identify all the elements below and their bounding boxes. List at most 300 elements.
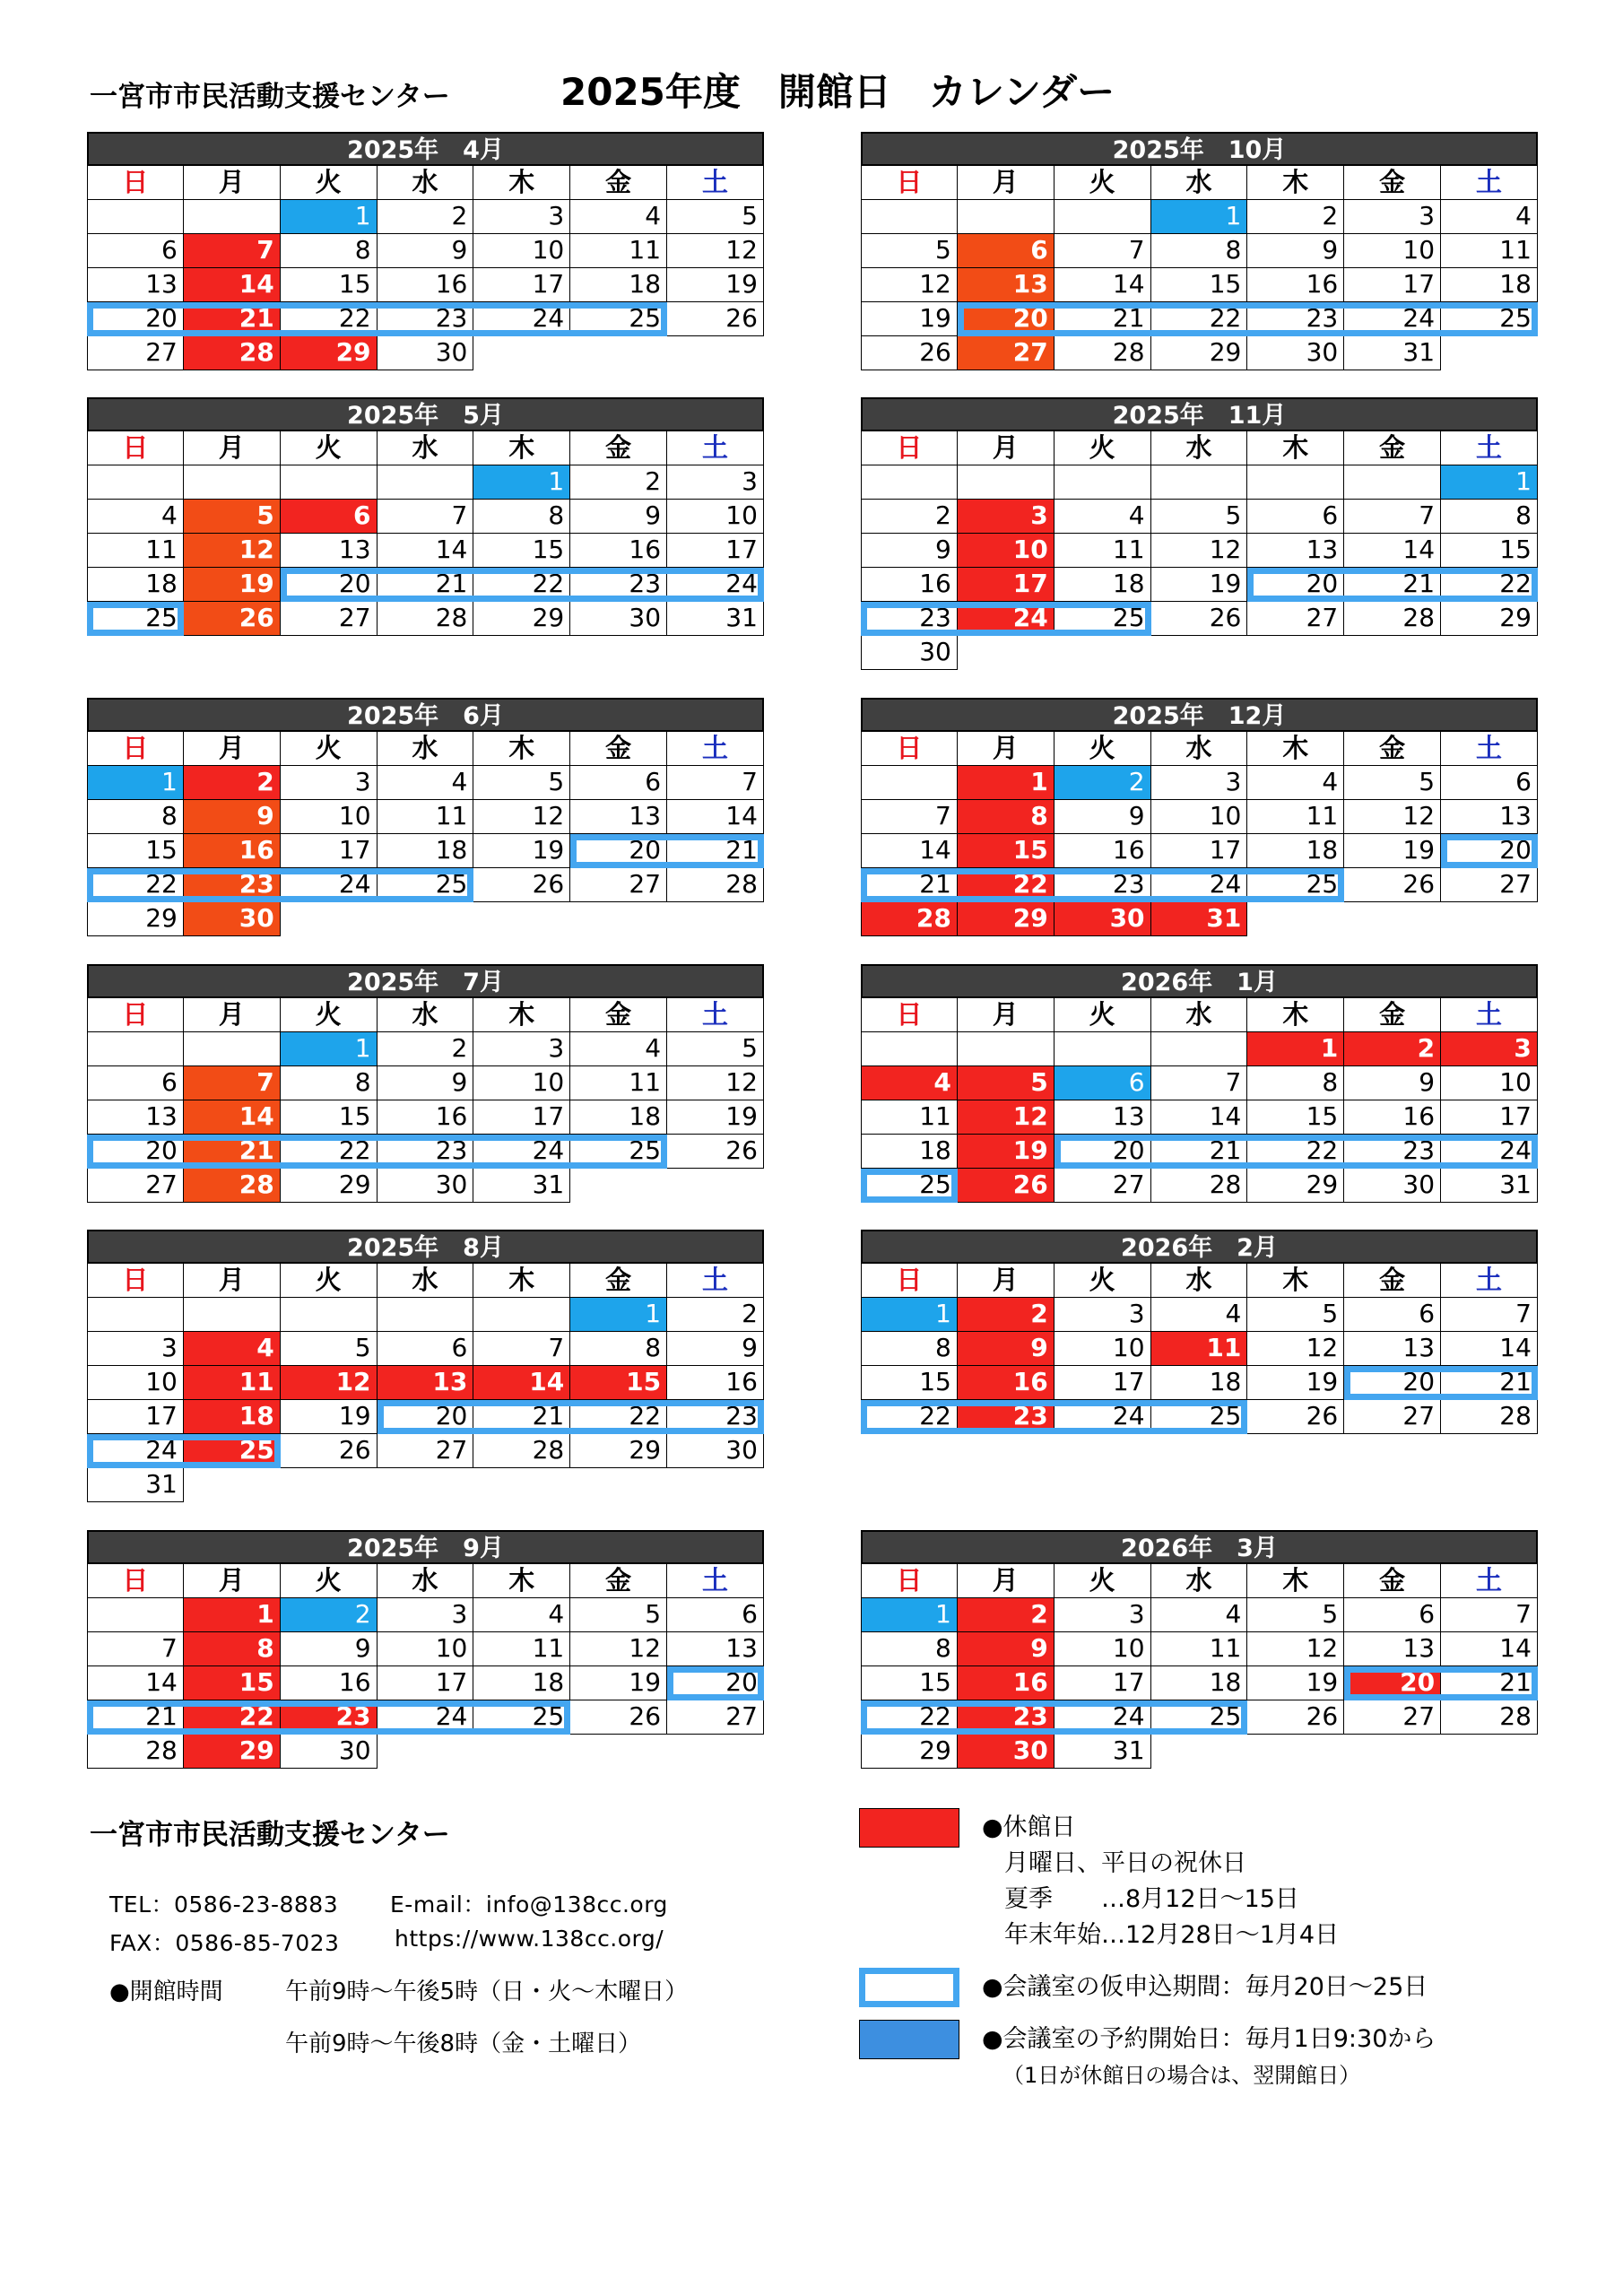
day-cell: 5 xyxy=(1247,1298,1344,1332)
day-cell: 8 xyxy=(87,800,184,834)
weekday-label: 水 xyxy=(1151,166,1248,200)
day-cell: 18 xyxy=(184,1400,281,1434)
empty-cell xyxy=(473,336,570,370)
weekday-label: 火 xyxy=(281,166,378,200)
month-grid xyxy=(87,1564,764,1769)
day-cell: 16 xyxy=(1344,1100,1441,1135)
day-cell: 10 xyxy=(87,1366,184,1400)
day-cell: 25 xyxy=(1151,1700,1248,1735)
empty-cell xyxy=(667,1468,764,1502)
opening-hours-label: ●開館時間 xyxy=(109,1979,223,2005)
day-cell: 3 xyxy=(1055,1298,1151,1332)
weekday-label: 木 xyxy=(473,1564,570,1598)
day-cell: 23 xyxy=(570,568,667,602)
empty-cell xyxy=(667,902,764,936)
empty-cell xyxy=(570,336,667,370)
day-cell: 27 xyxy=(87,336,184,370)
day-cell: 9 xyxy=(378,234,474,268)
day-cell: 25 xyxy=(378,868,474,902)
day-cell: 29 xyxy=(281,336,378,370)
day-cell: 24 xyxy=(1055,1400,1151,1434)
day-cell: 14 xyxy=(667,800,764,834)
day-cell: 28 xyxy=(184,336,281,370)
empty-cell xyxy=(958,1032,1055,1066)
weekday-label: 日 xyxy=(87,998,184,1032)
day-cell: 26 xyxy=(958,1169,1055,1203)
day-cell: 19 xyxy=(281,1400,378,1434)
empty-cell xyxy=(861,200,958,234)
week-row xyxy=(87,1400,764,1434)
weekday-label: 月 xyxy=(184,732,281,766)
reservation-legend-swatch xyxy=(859,2020,959,2059)
day-cell: 10 xyxy=(281,800,378,834)
day-cell: 25 xyxy=(1247,868,1344,902)
closed-legend-swatch xyxy=(859,1808,959,1848)
day-cell: 20 xyxy=(281,568,378,602)
week-row xyxy=(87,568,764,602)
day-cell: 8 xyxy=(281,1066,378,1100)
week-row xyxy=(861,1735,1538,1769)
week-row xyxy=(87,500,764,534)
day-cell: 25 xyxy=(184,1434,281,1468)
day-cell: 1 xyxy=(281,200,378,234)
day-cell: 25 xyxy=(473,1700,570,1735)
day-cell: 2 xyxy=(281,1598,378,1632)
day-cell: 1 xyxy=(184,1598,281,1632)
day-cell: 20 xyxy=(87,1135,184,1169)
day-cell: 3 xyxy=(473,200,570,234)
week-row xyxy=(87,800,764,834)
day-cell: 15 xyxy=(861,1366,958,1400)
day-cell: 29 xyxy=(861,1735,958,1769)
day-cell: 21 xyxy=(87,1700,184,1735)
weekday-label: 日 xyxy=(861,166,958,200)
day-cell: 6 xyxy=(378,1332,474,1366)
empty-cell xyxy=(281,1298,378,1332)
day-cell: 3 xyxy=(1151,766,1248,800)
day-cell: 4 xyxy=(1151,1298,1248,1332)
day-cell: 14 xyxy=(184,1100,281,1135)
week-row xyxy=(87,465,764,500)
weekday-label: 木 xyxy=(1247,1564,1344,1598)
day-cell: 26 xyxy=(1247,1400,1344,1434)
empty-cell xyxy=(1344,636,1441,670)
empty-cell xyxy=(87,465,184,500)
month-title: 2025年 9月 xyxy=(87,1530,764,1564)
day-cell: 16 xyxy=(861,568,958,602)
day-cell: 6 xyxy=(87,1066,184,1100)
day-cell: 30 xyxy=(1247,336,1344,370)
empty-cell xyxy=(570,902,667,936)
weekday-label: 日 xyxy=(861,431,958,465)
day-cell: 13 xyxy=(1055,1100,1151,1135)
day-cell: 15 xyxy=(1441,534,1538,568)
weekday-label: 水 xyxy=(1151,1264,1248,1298)
weekday-label: 日 xyxy=(87,431,184,465)
month-calendar xyxy=(87,397,764,636)
month-grid xyxy=(861,1264,1538,1434)
weekday-label: 日 xyxy=(861,998,958,1032)
day-cell: 26 xyxy=(473,868,570,902)
day-cell: 18 xyxy=(87,568,184,602)
day-cell: 13 xyxy=(378,1366,474,1400)
empty-cell xyxy=(1055,465,1151,500)
weekday-label: 月 xyxy=(958,1564,1055,1598)
day-cell: 17 xyxy=(87,1400,184,1434)
day-cell: 22 xyxy=(281,1135,378,1169)
day-cell: 20 xyxy=(1344,1366,1441,1400)
day-cell: 28 xyxy=(1344,602,1441,636)
day-cell: 13 xyxy=(958,268,1055,302)
empty-cell xyxy=(667,336,764,370)
empty-cell xyxy=(184,1468,281,1502)
day-cell: 10 xyxy=(667,500,764,534)
day-cell: 19 xyxy=(667,1100,764,1135)
day-cell: 1 xyxy=(87,766,184,800)
day-cell: 21 xyxy=(378,568,474,602)
weekday-label: 土 xyxy=(667,166,764,200)
week-row xyxy=(861,1332,1538,1366)
day-cell: 13 xyxy=(1344,1332,1441,1366)
empty-cell xyxy=(1247,902,1344,936)
week-row xyxy=(87,268,764,302)
month-grid xyxy=(87,998,764,1203)
day-cell: 19 xyxy=(184,568,281,602)
week-row xyxy=(861,1066,1538,1100)
day-cell: 10 xyxy=(958,534,1055,568)
day-cell: 26 xyxy=(667,302,764,336)
day-cell: 8 xyxy=(184,1632,281,1666)
week-row xyxy=(861,465,1538,500)
empty-cell xyxy=(473,1298,570,1332)
day-cell: 16 xyxy=(378,268,474,302)
empty-cell xyxy=(861,766,958,800)
day-cell: 11 xyxy=(1247,800,1344,834)
day-cell: 20 xyxy=(1055,1135,1151,1169)
day-cell: 15 xyxy=(184,1666,281,1700)
day-cell: 12 xyxy=(281,1366,378,1400)
week-row xyxy=(87,1366,764,1400)
day-cell: 28 xyxy=(473,1434,570,1468)
weekday-label: 水 xyxy=(378,998,474,1032)
day-cell: 5 xyxy=(1247,1598,1344,1632)
day-cell: 27 xyxy=(87,1169,184,1203)
day-cell: 8 xyxy=(861,1332,958,1366)
day-cell: 23 xyxy=(281,1700,378,1735)
day-cell: 5 xyxy=(473,766,570,800)
day-cell: 28 xyxy=(184,1169,281,1203)
day-cell: 21 xyxy=(1344,568,1441,602)
week-row xyxy=(87,534,764,568)
day-cell: 10 xyxy=(1055,1632,1151,1666)
day-cell: 13 xyxy=(1441,800,1538,834)
day-cell: 10 xyxy=(1344,234,1441,268)
day-cell: 17 xyxy=(1441,1100,1538,1135)
day-cell: 26 xyxy=(184,602,281,636)
weekday-label: 土 xyxy=(1441,1564,1538,1598)
empty-cell xyxy=(184,465,281,500)
day-cell: 16 xyxy=(378,1100,474,1135)
day-cell: 18 xyxy=(378,834,474,868)
day-cell: 8 xyxy=(570,1332,667,1366)
day-cell: 18 xyxy=(861,1135,958,1169)
day-cell: 2 xyxy=(1055,766,1151,800)
empty-cell xyxy=(184,200,281,234)
weekday-label: 金 xyxy=(570,998,667,1032)
empty-cell xyxy=(1344,465,1441,500)
day-cell: 23 xyxy=(184,868,281,902)
month-title: 2026年 3月 xyxy=(861,1530,1538,1564)
weekday-label: 金 xyxy=(1344,1264,1441,1298)
day-cell: 7 xyxy=(1441,1598,1538,1632)
day-cell: 4 xyxy=(861,1066,958,1100)
day-cell: 11 xyxy=(87,534,184,568)
day-cell: 17 xyxy=(1344,268,1441,302)
weekday-label: 木 xyxy=(1247,732,1344,766)
empty-cell xyxy=(861,465,958,500)
day-cell: 21 xyxy=(861,868,958,902)
day-cell: 7 xyxy=(184,1066,281,1100)
day-cell: 1 xyxy=(473,465,570,500)
day-cell: 12 xyxy=(1247,1632,1344,1666)
day-cell: 22 xyxy=(958,868,1055,902)
weekday-header-row xyxy=(87,1264,764,1298)
day-cell: 16 xyxy=(1247,268,1344,302)
day-cell: 6 xyxy=(87,234,184,268)
day-cell: 1 xyxy=(861,1598,958,1632)
day-cell: 8 xyxy=(1247,1066,1344,1100)
day-cell: 28 xyxy=(861,902,958,936)
empty-cell xyxy=(1055,636,1151,670)
empty-cell xyxy=(378,902,474,936)
week-row xyxy=(861,200,1538,234)
month-calendar xyxy=(87,132,764,370)
closed-legend-line2: 夏季 …8月12日～15日 xyxy=(1004,1885,1299,1913)
weekday-label: 月 xyxy=(958,431,1055,465)
day-cell: 21 xyxy=(184,1135,281,1169)
month-title: 2025年 5月 xyxy=(87,397,764,431)
week-row xyxy=(861,834,1538,868)
day-cell: 25 xyxy=(570,1135,667,1169)
empty-cell xyxy=(1151,465,1248,500)
day-cell: 19 xyxy=(958,1135,1055,1169)
day-cell: 4 xyxy=(1055,500,1151,534)
day-cell: 10 xyxy=(378,1632,474,1666)
weekday-label: 金 xyxy=(570,431,667,465)
day-cell: 7 xyxy=(378,500,474,534)
day-cell: 11 xyxy=(1441,234,1538,268)
website-link[interactable]: https://www.138cc.org/ xyxy=(395,1926,664,1952)
empty-cell xyxy=(861,1032,958,1066)
weekday-label: 月 xyxy=(184,1564,281,1598)
opening-hours-weekend: 午前9時～午後8時（金・土曜日） xyxy=(285,2031,642,2057)
weekday-label: 水 xyxy=(378,1564,474,1598)
weekday-label: 日 xyxy=(87,166,184,200)
day-cell: 17 xyxy=(378,1666,474,1700)
day-cell: 23 xyxy=(958,1700,1055,1735)
day-cell: 20 xyxy=(378,1400,474,1434)
day-cell: 15 xyxy=(861,1666,958,1700)
day-cell: 1 xyxy=(570,1298,667,1332)
day-cell: 27 xyxy=(667,1700,764,1735)
reservation-legend-text: ●会議室の予約開始日：毎月1日9:30から xyxy=(982,2025,1436,2053)
day-cell: 25 xyxy=(1441,302,1538,336)
weekday-label: 月 xyxy=(184,998,281,1032)
month-calendar xyxy=(861,698,1538,936)
day-cell: 15 xyxy=(87,834,184,868)
month-title: 2025年 12月 xyxy=(861,698,1538,732)
empty-cell xyxy=(473,1468,570,1502)
day-cell: 23 xyxy=(667,1400,764,1434)
day-cell: 22 xyxy=(1151,302,1248,336)
day-cell: 6 xyxy=(1247,500,1344,534)
weekday-label: 土 xyxy=(1441,431,1538,465)
day-cell: 4 xyxy=(1151,1598,1248,1632)
day-cell: 10 xyxy=(473,1066,570,1100)
day-cell: 12 xyxy=(861,268,958,302)
day-cell: 4 xyxy=(570,1032,667,1066)
day-cell: 5 xyxy=(281,1332,378,1366)
day-cell: 16 xyxy=(667,1366,764,1400)
weekday-label: 木 xyxy=(1247,1264,1344,1298)
week-row xyxy=(87,336,764,370)
day-cell: 9 xyxy=(861,534,958,568)
day-cell: 17 xyxy=(473,1100,570,1135)
week-row xyxy=(87,1468,764,1502)
day-cell: 18 xyxy=(570,268,667,302)
week-row xyxy=(861,1666,1538,1700)
day-cell: 7 xyxy=(87,1632,184,1666)
empty-cell xyxy=(1441,902,1538,936)
day-cell: 27 xyxy=(378,1434,474,1468)
day-cell: 24 xyxy=(1055,1700,1151,1735)
week-row xyxy=(87,1700,764,1735)
week-row xyxy=(87,1066,764,1100)
weekday-label: 火 xyxy=(1055,431,1151,465)
empty-cell xyxy=(1151,1735,1248,1769)
empty-cell xyxy=(87,1598,184,1632)
day-cell: 21 xyxy=(1441,1666,1538,1700)
empty-cell xyxy=(281,902,378,936)
day-cell: 30 xyxy=(1344,1169,1441,1203)
weekday-label: 火 xyxy=(1055,166,1151,200)
day-cell: 24 xyxy=(958,602,1055,636)
empty-cell xyxy=(378,1298,474,1332)
weekday-label: 土 xyxy=(667,431,764,465)
day-cell: 3 xyxy=(667,465,764,500)
weekday-label: 金 xyxy=(570,1564,667,1598)
day-cell: 8 xyxy=(1151,234,1248,268)
week-row xyxy=(861,1032,1538,1066)
weekday-header-row xyxy=(861,166,1538,200)
day-cell: 28 xyxy=(87,1735,184,1769)
empty-cell xyxy=(184,1298,281,1332)
day-cell: 7 xyxy=(184,234,281,268)
day-cell: 11 xyxy=(1151,1632,1248,1666)
day-cell: 29 xyxy=(1247,1169,1344,1203)
day-cell: 9 xyxy=(1247,234,1344,268)
day-cell: 7 xyxy=(1151,1066,1248,1100)
empty-cell xyxy=(281,1468,378,1502)
empty-cell xyxy=(1441,1735,1538,1769)
week-row xyxy=(861,568,1538,602)
day-cell: 24 xyxy=(87,1434,184,1468)
day-cell: 2 xyxy=(570,465,667,500)
day-cell: 18 xyxy=(1055,568,1151,602)
week-row xyxy=(861,1169,1538,1203)
day-cell: 6 xyxy=(570,766,667,800)
month-calendar xyxy=(861,397,1538,670)
day-cell: 6 xyxy=(1055,1066,1151,1100)
day-cell: 26 xyxy=(861,336,958,370)
day-cell: 20 xyxy=(1247,568,1344,602)
month-title: 2025年 6月 xyxy=(87,698,764,732)
day-cell: 12 xyxy=(184,534,281,568)
reservation-legend-note: （1日が休館日の場合は、翌開館日） xyxy=(1002,2063,1361,2088)
day-cell: 5 xyxy=(1151,500,1248,534)
empty-cell xyxy=(87,1298,184,1332)
day-cell: 26 xyxy=(281,1434,378,1468)
day-cell: 4 xyxy=(473,1598,570,1632)
weekday-label: 水 xyxy=(1151,1564,1248,1598)
week-row xyxy=(861,868,1538,902)
week-row xyxy=(861,766,1538,800)
day-cell: 3 xyxy=(87,1332,184,1366)
weekday-label: 木 xyxy=(473,431,570,465)
weekday-label: 金 xyxy=(1344,166,1441,200)
month-title: 2026年 1月 xyxy=(861,964,1538,998)
weekday-label: 火 xyxy=(1055,998,1151,1032)
day-cell: 9 xyxy=(570,500,667,534)
day-cell: 7 xyxy=(1344,500,1441,534)
day-cell: 23 xyxy=(1055,868,1151,902)
weekday-label: 月 xyxy=(958,998,1055,1032)
day-cell: 22 xyxy=(473,568,570,602)
email-text[interactable]: E-mail：info@138cc.org xyxy=(390,1892,668,1918)
week-row xyxy=(87,200,764,234)
day-cell: 21 xyxy=(184,302,281,336)
day-cell: 12 xyxy=(667,234,764,268)
empty-cell xyxy=(1441,636,1538,670)
day-cell: 17 xyxy=(1055,1366,1151,1400)
weekday-label: 木 xyxy=(473,1264,570,1298)
day-cell: 17 xyxy=(667,534,764,568)
day-cell: 27 xyxy=(958,336,1055,370)
week-row xyxy=(87,1598,764,1632)
weekday-label: 木 xyxy=(473,732,570,766)
day-cell: 15 xyxy=(1151,268,1248,302)
organization-name: 一宮市市民活動支援センター xyxy=(90,81,450,113)
day-cell: 29 xyxy=(281,1169,378,1203)
month-grid xyxy=(861,431,1538,670)
day-cell: 22 xyxy=(1441,568,1538,602)
day-cell: 8 xyxy=(1441,500,1538,534)
day-cell: 28 xyxy=(378,602,474,636)
weekday-label: 火 xyxy=(1055,1264,1151,1298)
empty-cell xyxy=(667,1169,764,1203)
day-cell: 12 xyxy=(1344,800,1441,834)
day-cell: 30 xyxy=(378,336,474,370)
day-cell: 22 xyxy=(570,1400,667,1434)
day-cell: 7 xyxy=(473,1332,570,1366)
weekday-label: 火 xyxy=(1055,1564,1151,1598)
day-cell: 23 xyxy=(1247,302,1344,336)
day-cell: 30 xyxy=(1055,902,1151,936)
weekday-label: 日 xyxy=(87,732,184,766)
day-cell: 16 xyxy=(1055,834,1151,868)
day-cell: 19 xyxy=(1247,1666,1344,1700)
weekday-label: 月 xyxy=(184,1264,281,1298)
